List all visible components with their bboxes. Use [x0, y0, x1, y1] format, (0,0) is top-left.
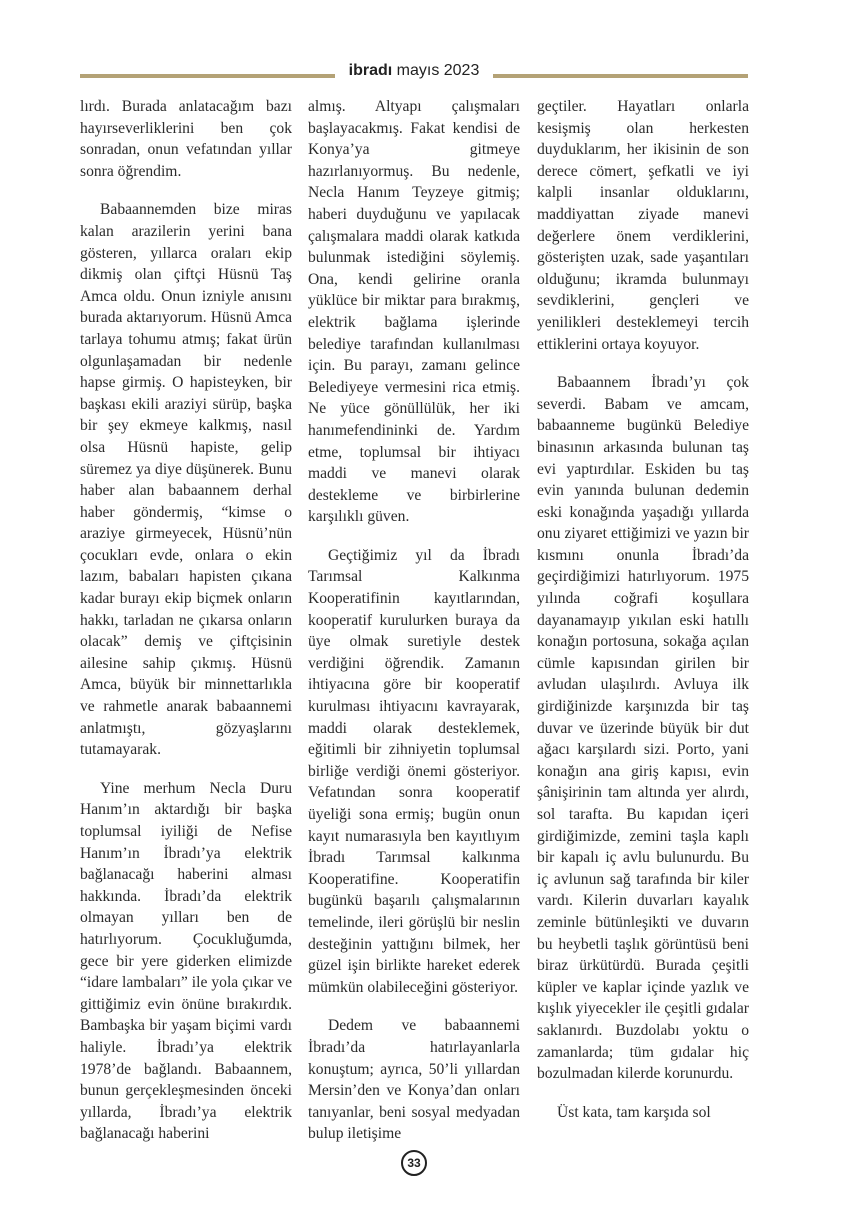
paragraph: geçtiler. Hayatları onlarla kesişmiş olan herkesten duyduklarım, her ikisinin de son derece cömert, şefkatli ve iyi kalpli insanlar olduklarını, maddiyattan ziyade manevi değerlere önem verdiklerini, gösterişten uzak, sade yaşantıları olduğunu; ikramda bulunmayı sevdiklerini, gençleri ve yenilikleri desteklemeyi tercih ettiklerini ortaya koyuyor.	[537, 98, 749, 353]
issue-date: mayıs 2023	[396, 62, 480, 79]
text-column-3	[537, 96, 749, 1140]
text-column-2	[308, 96, 520, 1162]
paragraph: Dedem ve babaannemi İbradı’da hatırlayanlarla konuştum; ayrıca, 50’li yıllardan Mersin’den ve Konya’dan onları tanıyanlar, beni sosyal medyadan bulup iletişime	[308, 1017, 520, 1143]
paragraph: Üst kata, tam karşıda sol	[557, 1103, 711, 1121]
text-column-1	[80, 96, 292, 1162]
paragraph: lırdı. Burada anlatacağım bazı hayırseverliklerini ben çok sonradan, onun vefatından yıllar sonra öğrendim.	[80, 98, 292, 180]
header-rule-right	[493, 74, 748, 78]
paragraph: Yine merhum Necla Duru Hanım’ın aktardığı bir başka toplumsal iyiliği de Nefise Hanım’ın İbradı’ya elektrik bağlanacağı haberini alması hakkında. İbradı’da elektrik olmayan yılları ben de hatırlıyorum. Çocukluğumda, gece bir yere giderken elimizde “idare lambaları” ile yola çıkar ve gittiğimiz evin önüne bırakırdık. Bambaşka bir yaşam biçimi vardı haliyle. İbradı’ya elektrik 1978’de bağlandı. Babaannem, bunun gerçekleşmesinden önceki yıllarda, İbradı’ya elektrik bağlanacağı haberini	[80, 779, 292, 1143]
paragraph: Babaannem İbradı’yı çok severdi. Babam ve amcam, babaanneme bugünkü Belediye binasının arkasında bulunan taş evi yaptırdılar. Eskiden bu taş evin yanında bulunan dedemin eski konağında yaşadığı yıllarda onu ziyaret ettiğimizi ve yazın bir kısmını onunla İbradı’da geçirdiğimizi hatırlıyorum. 1975 yılında coğrafi koşullara dayanamayıp yıkılan eski hatıllı konağın portosuna, sokağa açılan cümle kapısından girilen bir avludan ulaşılırdı. Avluya ilk girdiğinizde karşınızda bir taş duvar ve üzerinde büyük bir dut ağacı karşılardı sizi. Porto, yani konağın ana giriş kapısı, evin şânişirinin tam altında yer alırdı, sol tarafta. Bu kapıdan içeri girdiğimizde, zemini taşla kaplı bir kapalı iç avlu bulunurdu. Bu iç avlunun sağ tarafında bir kiler vardı. Kilerin duvarları kayalık zeminle bütünleşikti ve duvarın bu heybetli taşlık görüntüsü beni biraz ürkütürdü. Burada çeşitli küpler ve kaplar içinde yazlık ve kışlık yiyecekler ile çeşitli gıdalar saklanırdı. Buzdolabı yoktu o zamanlarda; tüm gıdalar hiç bozulmadan kilerde korunurdu.	[537, 374, 749, 1083]
header-rule-left	[80, 74, 335, 78]
page-number: 33	[401, 1150, 427, 1176]
paragraph: almış. Altyapı çalışmaları başlayacakmış. Fakat kendisi de Konya’ya gitmeye hazırlanıyormuş. Bu nedenle, Necla Hanım Teyzeye gitmiş; haberi duyduğunu ve yapılacak çalışmalara maddi olarak katkıda bulunmak istediğini söylemiş. Ona, kendi gelirine oranla yüklüce bir miktar para bırakmış, elektrik bağlama işlerinde belediye tarafından kullanılması için. Bu parayı, zamanı gelince Belediyeye vermesini rica etmiş. Ne yüce gönüllülük, her iki hanımefendininki de. Yardım etme, toplumsal bir ihtiyacı maddi ve manevi olarak destekleme ve birbirlerine karşılıklı güven.	[308, 98, 520, 526]
paragraph: Babaannemden bize miras kalan arazilerin yerini bana gösteren, yıllarca oraları ekip dikmiş olan çiftçi Hüsnü Taş Amca oldu. Onun izniyle anısını burada aktarıyorum. Hüsnü Amca tarlaya tohumu atmış; fakat ürün olgunlaşamadan bir nedenle hapse girmiş. O hapisteyken, bir başkası ekili araziyi sürüp, başka bir şey ekmeye kalkmış, nasıl olsa Hüsnü hapiste, gelip süremez ya diye düşünerek. Bunu haber alan babaannem derhal haber göndermiş, “kimse o araziye girmeyecek, Hüsnü’nün çocukları evde, onlara o ekin lazım, babaları hapisten çıkana kadar burayı ekip biçmek onların hakkı, tarladan ne çıkarsa onların olacak” demiş ve çiftçisinin ailesine sahip çıkmış. Hüsnü Amca, büyük bir minnettarlıkla ve rahmetle anarak babaannemi anlatmıştı, gözyaşlarını tutamayarak.	[80, 201, 292, 759]
page-header	[80, 62, 748, 88]
paragraph: Geçtiğimiz yıl da İbradı Tarımsal Kalkınma Kooperatifinin kayıtlarından, kooperatif kurulurken buraya da üye olmak suretiyle destek verdiğini öğrendik. Zamanın ihtiyacına göre bir kooperatif kurulması ihtiyacını kavrayarak, maddi olarak desteklemek, eğitimli bir zihniyetin toplumsal birliğe verdiği önemi gösteriyor. Vefatından sonra kooperatif üyeliği sona ermiş; bugün onun kayıt numarasıyla ben kayıtlıyım İbradı Tarımsal kalkınma Kooperatifine. Kooperatifin bugünkü başarılı çalışmalarının temelinde, ileri görüşlü bir neslin desteğinin yattığını bilmek, her güzel işin birlikte hareket ederek mümkün olabileceğini gösteriyor.	[308, 546, 520, 996]
masthead	[340, 62, 488, 80]
magazine-name: ibradı	[348, 62, 393, 79]
